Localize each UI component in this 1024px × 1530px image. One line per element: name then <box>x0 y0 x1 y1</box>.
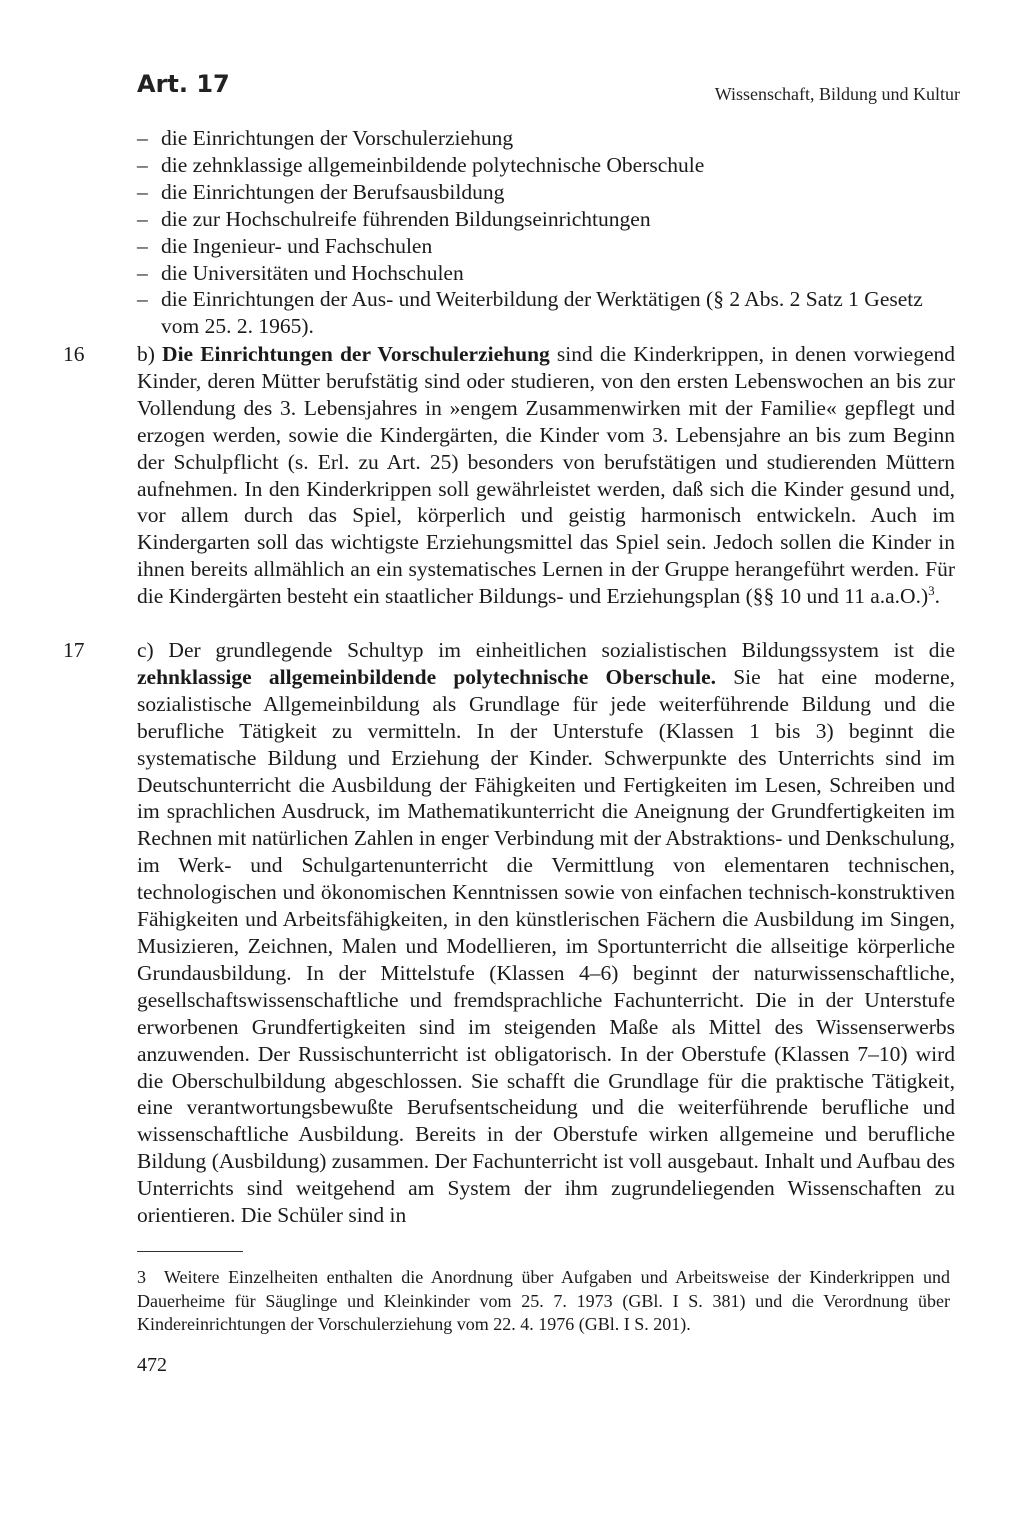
dash-bullet: – <box>137 233 148 258</box>
list-item-text: die Ingenieur- und Fachschulen <box>161 233 433 258</box>
dash-bullet: – <box>137 126 148 150</box>
paragraph-prefix: c) Der grundlegende Schultyp im einheitlichen sozialistischen Bildungssystem ist die <box>137 638 955 662</box>
list-item <box>137 179 955 206</box>
margin-number-16: 16 <box>63 342 85 366</box>
dash-bullet: – <box>137 152 148 177</box>
paragraph-text: sind die Kinderkrippen, in denen vorwiegend Kinder, deren Mütter berufstätig sind oder studieren, von den ersten Lebenswochen an bis zur Vollendung des 3. Lebensjahres in »engem Zusammenwirken mit der Familie« gepflegt und erzogen werden, sowie die Kindergärten, die Kinder vom 3. Lebensjahre an bis zum Beginn der Schulpflicht (s. Erl. zu Art. 25) besonders von berufstätigen und studierenden Müttern aufnehmen. In den Kinderkrippen soll gewährleistet werden, daß sich die Kinder gesund und, vor allem durch das Spiel, körperlich und geistig harmonisch entwickeln. Auch im Kindergarten soll das wichtigste Erziehungsmittel das Spiel sein. Jedoch sollen die Kinder in ihnen bereits allmählich an ein systematisches Lernen in der Gruppe herangeführt werden. Für die Kindergärten besteht ein staatlicher Bildungs- und Erziehungsplan (§§ 10 und 11 a.a.O.) <box>137 342 955 609</box>
list-item-text: die Einrichtungen der Vorschulerziehung <box>161 126 514 150</box>
footnote-divider <box>137 1251 243 1252</box>
dash-bullet: – <box>137 260 148 285</box>
dash-bullet: – <box>137 206 148 231</box>
paragraph-17 <box>137 637 955 1229</box>
running-header: Wissenschaft, Bildung und Kultur <box>714 84 960 104</box>
footnote <box>137 1266 950 1337</box>
list-item-text: die zehnklassige allgemeinbildende polytechnische Oberschule <box>161 152 705 177</box>
institution-list <box>137 125 955 340</box>
footnote-marker: 3 <box>137 1267 146 1287</box>
footnote-text: Weitere Einzelheiten enthalten die Anordnung über Aufgaben und Arbeitsweise der Kinderkrippen und Dauerheime für Säuglinge und Kleinkinder vom 25. 7. 1973 (GBl. I S. 381) und die Verordnung über Kindereinrichtungen der Vorschulerziehung vom 22. 4. 1976 (GBl. I S. 201). <box>137 1267 950 1334</box>
list-item-text: die Einrichtungen der Berufsausbildung <box>161 179 505 204</box>
article-heading: Art. 17 <box>137 70 230 98</box>
list-item-text: die Einrichtungen der Aus- und Weiterbildung der Werktätigen (§ 2 Abs. 2 Satz 1 Gesetz vom 25. 2. 1965). <box>161 287 923 339</box>
paragraph-prefix: b) <box>137 342 163 366</box>
paragraph-keyword: zehnklassige allgemeinbildende polytechnische Oberschule. <box>137 664 716 689</box>
dash-bullet: – <box>137 287 148 312</box>
list-item <box>137 206 955 233</box>
list-item-text: die zur Hochschulreife führenden Bildungseinrichtungen <box>161 206 651 231</box>
margin-number-17: 17 <box>63 638 85 662</box>
list-item <box>137 125 955 152</box>
list-item <box>137 233 955 260</box>
list-item-text: die Universitäten und Hochschulen <box>161 260 464 285</box>
list-item <box>137 152 955 179</box>
paragraph-16 <box>137 341 955 610</box>
paragraph-end: . <box>934 584 940 609</box>
footnote-reference[interactable]: 3 <box>928 583 935 598</box>
list-item <box>137 260 955 287</box>
list-item <box>137 286 955 340</box>
paragraph-text: Sie hat eine moderne, sozialistische Allgemeinbildung als Grundlage für jede weiterführende Bildung und die berufliche Tätigkeit zu vermitteln. In der Unterstufe (Klassen 1 bis 3) beginnt die systematische Bildung und Erziehung der Kinder. Schwerpunkte des Unterrichts sind im Deutschunterricht die Ausbildung der Fähigkeiten und Fertigkeiten im Lesen, Schreiben und im sprachlichen Ausdruck, im Mathematikunterricht die Aneignung der Grundfertigkeiten im Rechnen mit natürlichen Zahlen in enger Verbindung mit der Abstraktions- und Denkschulung, im Werk- und Schulgartenunterricht die Vermittlung von elementaren technischen, technologischen und ökonomischen Kenntnissen sowie von einfachen technisch-konstruktiven Fähigkeiten und Arbeitsfähigkeiten, in den künstlerischen Fächern die Ausbildung im Singen, Musizieren, Zeichnen, Malen und Modellieren, im Sportunterricht die allseitige körperliche Grundausbildung. In der Mittelstufe (Klassen 4–6) beginnt der naturwissenschaftliche, gesellschaftswissenschaftliche und fremdsprachliche Fachunterricht. Die in der Unterstufe erworbenen Grundfertigkeiten sind im steigenden Maße als Mittel des Wissenserwerbs anzuwenden. Der Russischunterricht ist obligatorisch. In der Oberstufe (Klassen 7–10) wird die Oberschulbildung abgeschlossen. Sie schafft die Grundlage für die praktische Tätigkeit, eine verantwortungsbewußte Berufsentscheidung und die weiterführende berufliche und wissenschaftliche Ausbildung. Bereits in der Oberstufe wirken allgemeine und berufliche Bildung (Ausbildung) zusammen. Der Fachunterricht ist voll ausgebaut. Inhalt und Aufbau des Unterrichts sind weitgehend am System der ihm zugrundeliegenden Wissenschaften zu orientieren. Die Schüler sind in <box>137 664 955 1228</box>
paragraph-keyword: Die Einrichtungen der Vorschulerziehung <box>162 342 550 366</box>
page-number: 472 <box>137 1354 167 1376</box>
dash-bullet: – <box>137 179 148 204</box>
